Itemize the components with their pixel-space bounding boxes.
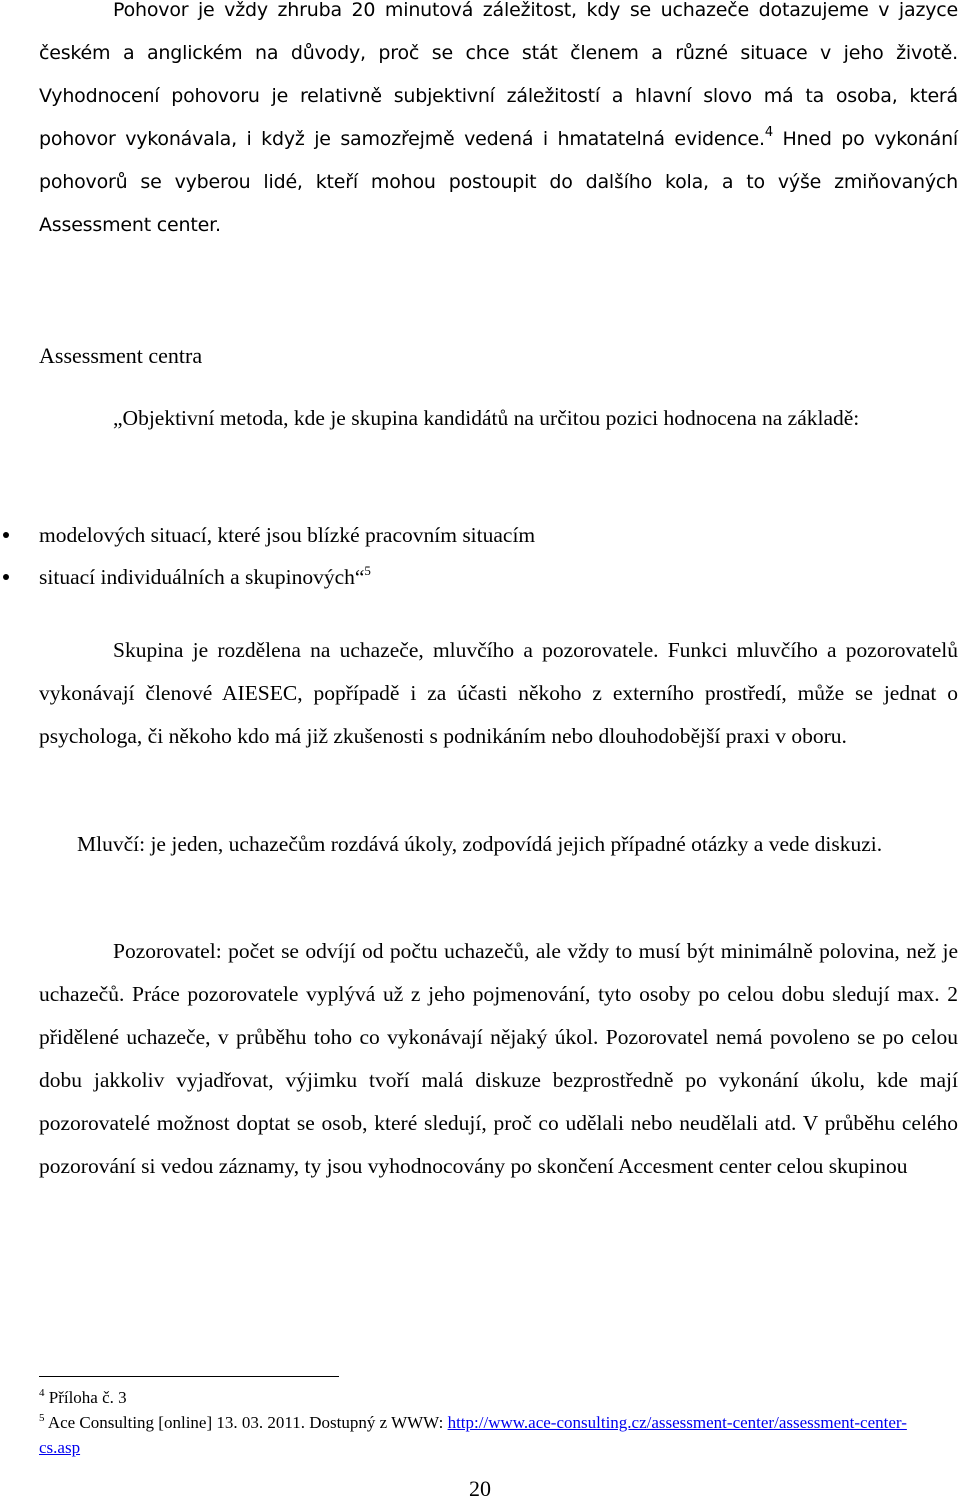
page-number: 20 [469,1476,491,1501]
footnote-ref-5[interactable]: 5 [364,563,371,578]
bullet-list [0,514,535,598]
paragraph-observer: Pozorovatel: počet se odvíjí od počtu uchazečů, ale vždy to musí být minimálně polovina, než je uchazečů. Práce pozorovatele vyplývá už z jeho pojmenování, tyto osoby po celou dobu sledují max. 2 přidělené uchazeče, v průběhu toho co vykonávají nějaký úkol. Pozorovatel nemá povoleno se po celou dobu jakkoliv vyjadřovat, výjimku tvoří malá diskuze bezprostředně po vykonání úkolu, kde mají pozorovatelé možnost doptat se osob, které sledují, proč co udělali nebo neudělali atd. V průběhu celého pozorování si vedou záznamy, ty jsou vyhodnocovány po skončení Accesment center celou skupinou [39,939,958,1178]
footnote-separator [39,1376,339,1377]
footnotes [39,1385,939,1460]
paragraph-speaker: Mluvčí: je jeden, uchazečům rozdává úkoly, zodpovídá jejich případné otázky a vede diskuzi. [77,832,883,856]
footnote-text: Příloha č. 3 [48,1388,127,1407]
footnote-text: Ace Consulting [online] 13. 03. 2011. Dostupný z WWW: [47,1413,448,1432]
bullet-text-1: modelových situací, které jsou blízké pracovním situacím [39,523,536,547]
paragraph-interview-text-a: Pohovor je vždy zhruba 20 minutová záležitost, kdy se uchazeče dotazujeme v jazyce českém a anglickém na důvody, proč se chce stát členem a různé situace v jeho životě. Vyhodnocení pohovoru je relativně subjektivní záležitostí a hlavní slovo má ta osoba, která pohovor vykonávala, i když je samozřejmě vedená i hmatatelná evidence. [39,0,958,150]
bullet-text-2: situací individuálních a skupinových“ [39,565,365,589]
footnote-5 [39,1410,939,1460]
footnote-4 [39,1385,939,1410]
paragraph-interview-text-b: Hned po vykonání pohovorů se vyberou lidé, kteří mohou postoupit do dalšího kola, a to výše zmiňovaných Assessment center. [39,128,959,236]
bullet-item-2 [0,556,535,598]
paragraph-interview [39,0,958,247]
bullet-dot-icon [3,574,9,580]
paragraph-group-roles: Skupina je rozdělena na uchazeče, mluvčího a pozorovatele. Funkci mluvčího a pozorovatelů vykonávají členové AIESEC, popřípadě i za účasti někoho z externího prostředí, může se jednat o psychologa, či někoho kdo má již zkušenosti s podnikáním nebo dlouhodobější praxi v oboru. [39,638,958,748]
section-heading: Assessment centra [39,343,203,368]
quote-intro: „Objektivní metoda, kde je skupina kandidátů na určitou pozici hodnocena na základě: [113,406,860,430]
bullet-dot-icon [3,532,9,538]
footnote-ref-4[interactable]: 4 [764,125,773,140]
footnote-url-link[interactable]: http://www.ace-consulting.cz/assessment-center/assessment-center-cs.asp [39,1413,907,1457]
footnote-number: 5 [39,1412,45,1424]
bullet-item-1 [0,514,535,556]
footnote-number: 4 [39,1387,45,1399]
